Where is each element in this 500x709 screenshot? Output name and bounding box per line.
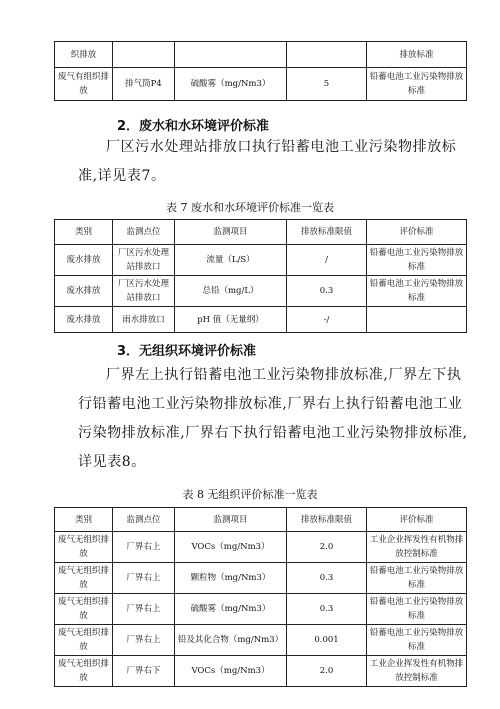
table-cell: 废气无组织排放 (55, 656, 113, 687)
table-cell: 排放标准 (367, 42, 467, 68)
table-cell: 排气筒P4 (113, 68, 175, 101)
table-row (55, 656, 467, 687)
table-row (55, 563, 467, 594)
column-header: 监测项目 (175, 220, 287, 245)
table-cell: 废气无组织排放 (55, 625, 113, 656)
section-3-heading: 3．无组织环境评价标准 (117, 344, 257, 359)
table-cell: 工业企业挥发性有机物排放控制标准 (367, 532, 467, 563)
table-row (55, 307, 467, 333)
table-cell: 5 (287, 68, 367, 101)
table-cell: -/ (287, 307, 367, 333)
table-7 (54, 219, 467, 333)
table-cell (113, 42, 175, 68)
column-header: 评价标准 (367, 508, 467, 532)
column-header: 类别 (55, 508, 113, 532)
table-top-continuation (54, 41, 467, 101)
table-row (55, 276, 467, 307)
table-cell: 废水排放 (55, 307, 113, 333)
table-cell: 废气有组织排放 (55, 68, 113, 101)
table-cell: 铅蓄电池工业污染物排放标准 (367, 68, 467, 101)
table-cell: 颗粒物（mg/Nm3） (175, 563, 287, 594)
table-cell: 废水排放 (55, 276, 113, 307)
table-cell (367, 307, 467, 333)
table-row (55, 68, 467, 101)
table-cell: 硫酸雾（mg/Nm3） (175, 594, 287, 625)
table-cell: 雨水排放口 (113, 307, 175, 333)
table-cell: 铅蓄电池工业污染物排放标准 (367, 625, 467, 656)
table-cell: 织排放 (55, 42, 113, 68)
section-2-paragraph-text: 厂区污水处理站排放口执行铅蓄电池工业污染物排放标准,详见表7。 (78, 139, 457, 184)
section-2-heading: 2．废水和水环境评价标准 (117, 119, 270, 134)
table-cell: 铅及其化合物（mg/Nm3） (175, 625, 287, 656)
column-header: 排放标准限值 (287, 220, 367, 245)
table-cell: 2.0 (287, 656, 367, 687)
table-row (55, 594, 467, 625)
table-cell: 废气无组织排放 (55, 532, 113, 563)
table-cell: 0.3 (287, 594, 367, 625)
table-cell: / (287, 245, 367, 276)
table-row (55, 532, 467, 563)
table-cell: 厂区污水处理站排放口 (113, 276, 175, 307)
column-header: 监测点位 (113, 508, 175, 532)
section-3-paragraph (78, 361, 473, 477)
section-2-paragraph (78, 133, 473, 191)
table-cell: 厂界右上 (113, 532, 175, 563)
section-3-paragraph-text: 厂界左上执行铅蓄电池工业污染物排放标准,厂界左下执行铅蓄电池工业污染物排放标准,厂界右上执行铅蓄电池工业污染物排放标准,厂界右下执行铅蓄电池工业污染物排放标准,详见表8。 (78, 367, 468, 470)
table-cell: 流量（L/S） (175, 245, 287, 276)
column-header: 监测点位 (113, 220, 175, 245)
table-cell: 0.3 (287, 276, 367, 307)
table-cell: 0.001 (287, 625, 367, 656)
table-cell: 厂界右下 (113, 656, 175, 687)
table-cell: 铅蓄电池工业污染物排放标准 (367, 563, 467, 594)
table-cell: pH 值（无量纲） (175, 307, 287, 333)
column-header: 排放标准限值 (287, 508, 367, 532)
table-cell: 铅蓄电池工业污染物排放标准 (367, 594, 467, 625)
table-7-caption: 表 7 废水和水环境评价标准一览表 (166, 201, 334, 214)
table-cell: VOCs（mg/Nm3） (175, 532, 287, 563)
table-cell: 0.3 (287, 563, 367, 594)
table-cell: 工业企业挥发性有机物排放控制标准 (367, 656, 467, 687)
column-header: 类别 (55, 220, 113, 245)
table-cell: 厂界右上 (113, 563, 175, 594)
table-cell: 总铅（mg/L） (175, 276, 287, 307)
table-8 (54, 507, 467, 687)
table-cell: VOCs（mg/Nm3） (175, 656, 287, 687)
table-cell (287, 42, 367, 68)
table-cell: 废气无组织排放 (55, 563, 113, 594)
table-cell: 铅蓄电池工业污染物排放标准 (367, 245, 467, 276)
table-cell (175, 42, 287, 68)
table-cell: 废水排放 (55, 245, 113, 276)
table-header-row (55, 220, 467, 245)
table-8-caption: 表 8 无组织评价标准一览表 (182, 488, 318, 501)
table-cell: 2.0 (287, 532, 367, 563)
column-header: 监测项目 (175, 508, 287, 532)
table-header-row (55, 508, 467, 532)
table-cell: 厂界右上 (113, 625, 175, 656)
table-cell: 废气无组织排放 (55, 594, 113, 625)
table-row (55, 625, 467, 656)
table-row (55, 42, 467, 68)
table-cell: 厂区污水处理站排放口 (113, 245, 175, 276)
column-header: 评价标准 (367, 220, 467, 245)
table-cell: 厂界右上 (113, 594, 175, 625)
table-row (55, 245, 467, 276)
table-cell: 硫酸雾（mg/Nm3） (175, 68, 287, 101)
table-cell: 铅蓄电池工业污染物排放标准 (367, 276, 467, 307)
